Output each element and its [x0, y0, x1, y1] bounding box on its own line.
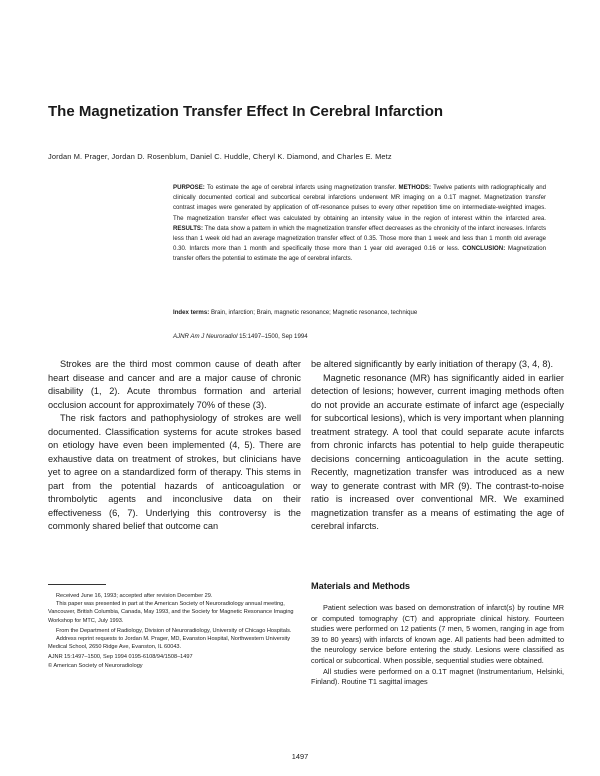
body-paragraph: Strokes are the third most common cause of death after heart disease and cancer and are a major cause of chronic disability (1, 2). Acute thrombus formation and arterial occlusion account for approximately 70% of these (3). — [48, 359, 301, 410]
body-left-column — [48, 358, 301, 534]
footnote-journal-id: AJNR 15:1497–1500, Sep 1994 0195-6108/94/1508–1497 — [48, 654, 193, 661]
index-terms — [173, 309, 546, 316]
abstract-conclusion-text: Magnetization transfer offers the potential to estimate the age of cerebral infarcts. — [173, 245, 546, 263]
body-right-column — [311, 358, 564, 534]
index-terms-label: Index terms: — [173, 309, 210, 316]
body-paragraph: The risk factors and pathophysiology of strokes are well documented. Classification systems for acute strokes based on etiology have even been implemented (4, 5). There are exhaustive data on treatment of strokes, but clinicians have yet to agree on a standardized form of therapy. This stems in part from the potential hazards of anticoagulation or thrombolytic agents and inconclusive data on their effectiveness (6, 7). Underlying this controversy is the commonly shared belief that outcome can — [48, 413, 301, 531]
footnote-received: Received June 16, 1993; accepted after revision December 29. — [56, 593, 213, 599]
methods-paragraph: Patient selection was based on demonstration of infarct(s) by routine MR or computed tomography (CT) and appropriate clinical history. Fourteen studies were performed on 12 patients (7 men, 5 women, ranging in age from 39 to 80 years) with infarcts of known age. All patients had been admitted to the neurology service before entering the study. Lesions were classified as cortical or subcortical. When possible, sequential studies were obtained. — [311, 603, 564, 665]
citation-line — [173, 333, 546, 340]
body-paragraph: Magnetic resonance (MR) has significantly aided in earlier detection of lesions; however, current imaging methods often do not provide an accurate estimate of infarct age (especially for subcortical lesions), which is very important when planning treatment strategy. A tool that could separate acute infarcts from chronic infarcts has potential to help guide therapeutic decisions concerning anticoagulation in the acute setting. Recently, magnetization transfer was introduced as a new way to generate contrast with MR (9). The contrast-to-noise ratio is increased over conventional MR. We examined magnetization transfer as a means of estimating the age of cerebral infarcts. — [311, 372, 564, 531]
abstract — [173, 183, 546, 265]
citation-details: 15:1497–1500, Sep 1994 — [237, 333, 308, 340]
footnote-divider — [48, 584, 106, 585]
methods-paragraph: All studies were performed on a 0.1T magnet (Instrumentarium, Helsinki, Finland). Routine T1 sagittal images — [311, 666, 564, 687]
footnote-presented: This paper was presented in part at the American Society of Neuroradiology annual meeting, Vancouver, British Columbia, Canada, May 1993, and the Society for Magnetic Resonance Imaging Workshop for MTC, July 1993. — [48, 601, 294, 624]
abstract-methods-text: Twelve patients with radiographically and clinically documented cortical and subcortical cerebral infarctions underwent MR imaging on a 0.1T magnet. Magnetization transfer contrast images were generated by application of off-resonance pulses to every other repetition time on intermediate-weighted images. The magnetization transfer effect was calculated by obtaining an intensity value in the region of interest within the infarcted area. — [173, 184, 546, 222]
author-list: Jordan M. Prager, Jordan D. Rosenblum, Daniel C. Huddle, Cheryl K. Diamond, and Charles E. Metz — [48, 152, 392, 161]
abstract-results-label: RESULTS: — [173, 224, 204, 232]
abstract-purpose-text: To estimate the age of cerebral infarcts using magnetization transfer. — [204, 184, 399, 191]
methods-section — [311, 603, 564, 688]
citation-journal: AJNR Am J Neuroradiol — [173, 333, 238, 340]
abstract-results-text: The data show a pattern in which the magnetization transfer effect decreases as the chronicity of the infarct increases. Infarcts less than 1 week old had an average magnetization transfer effect of 0.35. Those more than 1 week and less than 1 month old average 0.30. Infarcts more than 1 month and specifically those more than 1 year old averaged 0.16 or less. — [173, 224, 546, 253]
body-paragraph: be altered significantly by early initiation of therapy (3, 4, 8). — [311, 359, 554, 369]
abstract-methods-label: METHODS: — [398, 184, 432, 191]
footnote-affiliation: From the Department of Radiology, Division of Neuroradiology, University of Chicago Hospitals. — [56, 627, 292, 634]
article-title: The Magnetization Transfer Effect In Cerebral Infarction — [48, 103, 444, 120]
section-heading-methods: Materials and Methods — [311, 581, 411, 591]
footnote-reprints: Address reprint requests to Jordan M. Prager, MD, Evanston Hospital, Northwestern University Medical School, 2650 Ridge Ave, Evanston, IL 60043. — [48, 636, 291, 651]
abstract-purpose-label: PURPOSE: — [173, 184, 205, 191]
abstract-conclusion-label: CONCLUSION: — [462, 245, 506, 253]
index-terms-text: Brain, infarction; Brain, magnetic resonance; Magnetic resonance, technique — [209, 309, 418, 316]
page-number: 1497 — [291, 752, 309, 761]
footnote-copyright: © American Society of Neuroradiology — [48, 662, 143, 669]
footnotes — [48, 592, 298, 670]
